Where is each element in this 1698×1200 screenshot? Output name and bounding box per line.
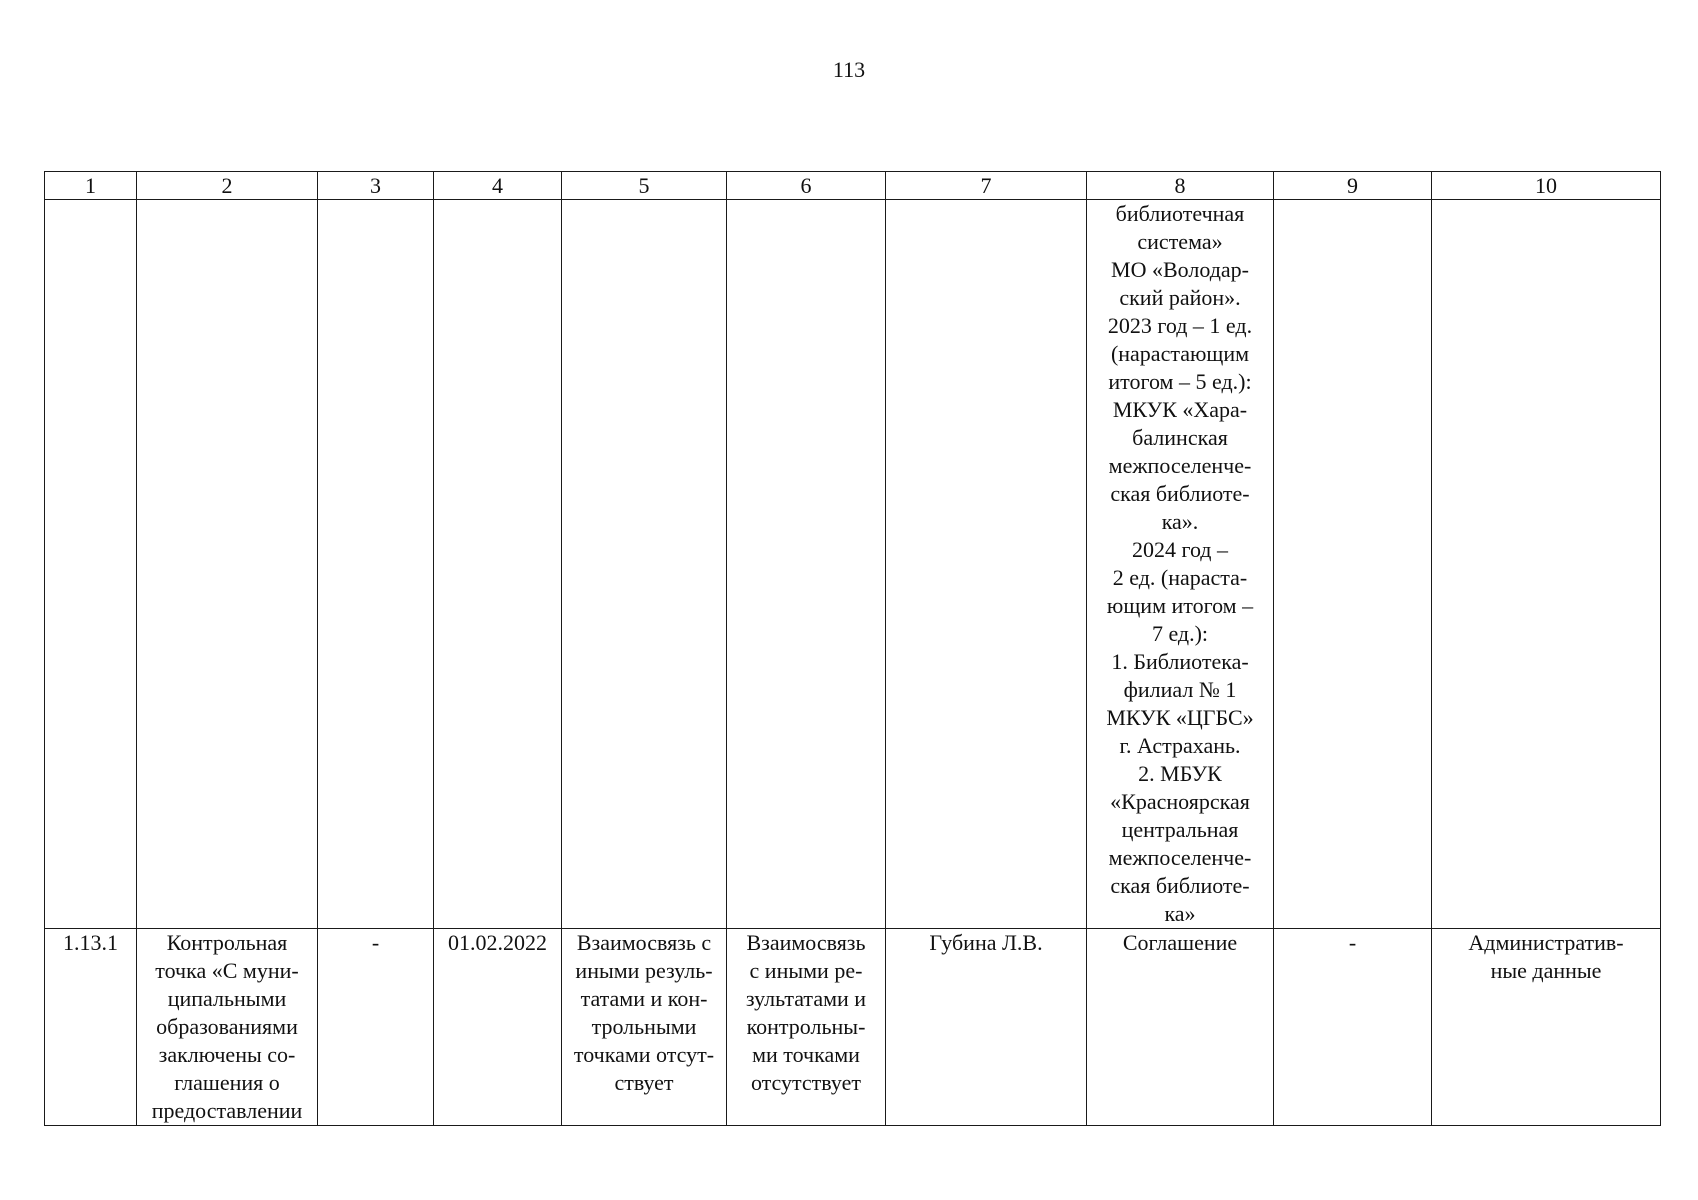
cell-date: 01.02.2022 xyxy=(434,929,562,1126)
column-header-6: 6 xyxy=(727,172,886,200)
cell-continuation-8: библиотечная система» МО «Володар- ский район». 2023 год – 1 ед. (нарастающим итогом – 5 ед.): МКУК «Хара- балинская межпоселенче- ская библиоте- ка». 2024 год – 2 ед. (нараста- ющим итогом – 7 ед.): 1. Библиотека- филиал № 1 МКУК «ЦГБС» г. Астрахань. 2. МБУК «Красноярская центральная межпоселенче- ская библиоте- ка» xyxy=(1087,200,1274,929)
column-header-8: 8 xyxy=(1087,172,1274,200)
cell-continuation-5 xyxy=(562,200,727,929)
column-header-3: 3 xyxy=(318,172,434,200)
cell-continuation-10 xyxy=(1432,200,1661,929)
cell-continuation-6 xyxy=(727,200,886,929)
column-header-4: 4 xyxy=(434,172,562,200)
cell-continuation-4 xyxy=(434,200,562,929)
column-header-2: 2 xyxy=(137,172,318,200)
cell-col6: Взаимосвязь с иными ре- зультатами и контрольны- ми точками отсутствует xyxy=(727,929,886,1126)
cell-col9: - xyxy=(1274,929,1432,1126)
table-row-continuation xyxy=(45,200,1661,929)
cell-col5: Взаимосвязь с иными резуль- татами и кон- трольными точками отсут- ствует xyxy=(562,929,727,1126)
column-header-1: 1 xyxy=(45,172,137,200)
cell-continuation-7 xyxy=(886,200,1087,929)
cell-responsible: Губина Л.В. xyxy=(886,929,1087,1126)
table-header-row xyxy=(45,172,1661,200)
cell-document: Соглашение xyxy=(1087,929,1274,1126)
table-row-1-13-1 xyxy=(45,929,1661,1126)
cell-continuation-3 xyxy=(318,200,434,929)
column-header-9: 9 xyxy=(1274,172,1432,200)
cell-continuation-2 xyxy=(137,200,318,929)
column-header-10: 10 xyxy=(1432,172,1661,200)
cell-name: Контрольная точка «С муни- ципальными образованиями заключены со- глашения о предоставлении xyxy=(137,929,318,1126)
cell-col3: - xyxy=(318,929,434,1126)
cell-source: Административ- ные данные xyxy=(1432,929,1661,1126)
cell-continuation-1 xyxy=(45,200,137,929)
column-header-5: 5 xyxy=(562,172,727,200)
document-table xyxy=(44,171,1661,1126)
page-number: 113 xyxy=(832,57,866,82)
column-header-7: 7 xyxy=(886,172,1087,200)
cell-number: 1.13.1 xyxy=(45,929,137,1126)
cell-continuation-9 xyxy=(1274,200,1432,929)
